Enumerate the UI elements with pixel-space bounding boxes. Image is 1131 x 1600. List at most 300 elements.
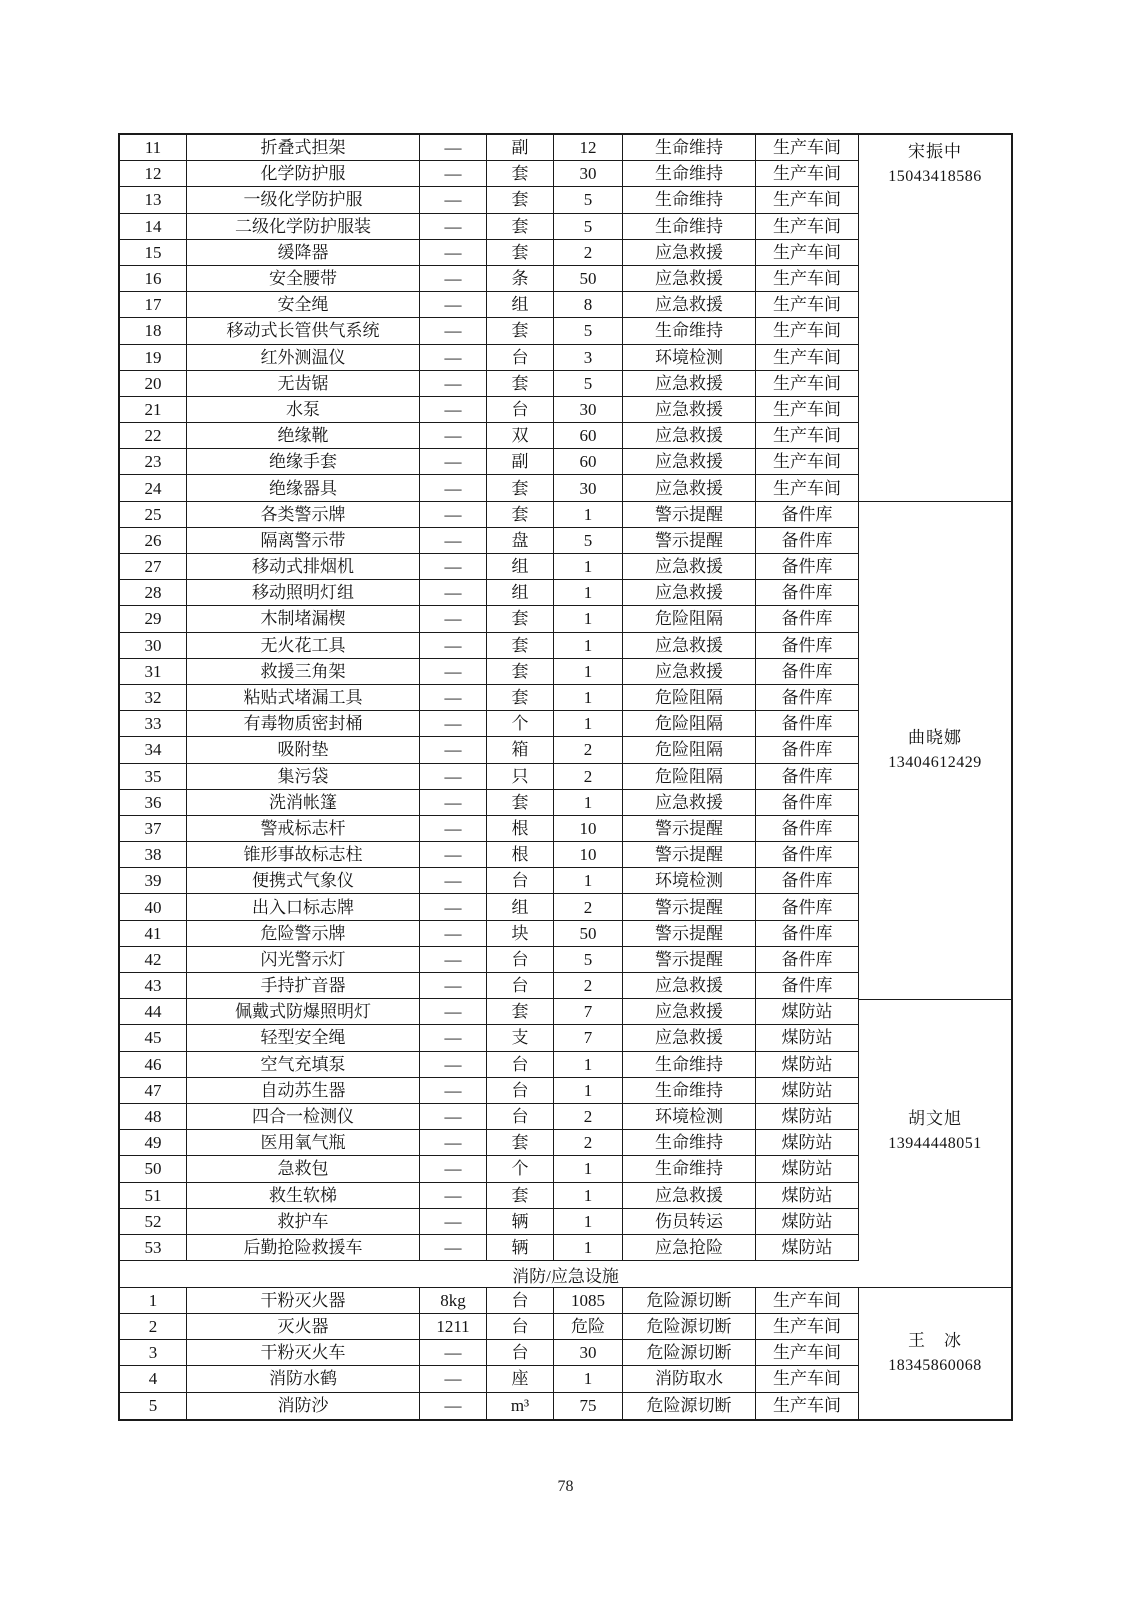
section1-rows <box>120 135 859 1262</box>
table-row <box>120 240 859 266</box>
contact-block-workshop <box>859 135 1011 502</box>
cell-spec: — <box>420 947 487 972</box>
cell-item-name: 自动苏生器 <box>187 1078 420 1103</box>
cell-quantity: 1 <box>554 790 623 815</box>
cell-serial-number: 18 <box>120 318 187 343</box>
table-row <box>120 475 859 501</box>
cell-serial-number: 15 <box>120 240 187 265</box>
cell-unit: 盘 <box>487 528 554 553</box>
contact-name: 王 冰 <box>908 1331 962 1351</box>
cell-quantity: 1 <box>554 1183 623 1208</box>
cell-item-name: 安全绳 <box>187 292 420 317</box>
cell-serial-number: 13 <box>120 187 187 212</box>
cell-quantity: 危险 <box>554 1314 623 1339</box>
cell-quantity: 8 <box>554 292 623 317</box>
cell-purpose: 警示提醒 <box>623 947 756 972</box>
cell-spec: 8kg <box>420 1288 487 1313</box>
cell-quantity: 1 <box>554 606 623 631</box>
cell-unit: 台 <box>487 947 554 972</box>
cell-purpose: 警示提醒 <box>623 528 756 553</box>
cell-serial-number: 29 <box>120 606 187 631</box>
cell-unit: 台 <box>487 1078 554 1103</box>
cell-item-name: 危险警示牌 <box>187 921 420 946</box>
cell-spec: — <box>420 580 487 605</box>
cell-storage-location: 生产车间 <box>756 214 859 239</box>
table-row <box>120 345 859 371</box>
cell-item-name: 警戒标志杆 <box>187 816 420 841</box>
cell-purpose: 应急救援 <box>623 475 756 500</box>
table-row <box>120 423 859 449</box>
cell-quantity: 5 <box>554 371 623 396</box>
cell-purpose: 应急救援 <box>623 266 756 291</box>
cell-quantity: 60 <box>554 449 623 474</box>
cell-item-name: 空气充填泵 <box>187 1052 420 1077</box>
contact-phone: 13404612429 <box>888 754 982 772</box>
cell-unit: 块 <box>487 921 554 946</box>
page-number: 78 <box>557 1478 574 1495</box>
cell-purpose: 生命维持 <box>623 187 756 212</box>
table-row <box>120 292 859 318</box>
cell-quantity: 7 <box>554 999 623 1024</box>
cell-unit: 台 <box>487 345 554 370</box>
cell-item-name: 二级化学防护服装 <box>187 214 420 239</box>
cell-purpose: 危险阻隔 <box>623 606 756 631</box>
cell-storage-location: 生产车间 <box>756 292 859 317</box>
cell-serial-number: 43 <box>120 973 187 998</box>
cell-item-name: 红外测温仪 <box>187 345 420 370</box>
cell-quantity: 3 <box>554 345 623 370</box>
cell-quantity: 30 <box>554 475 623 500</box>
cell-quantity: 5 <box>554 187 623 212</box>
cell-storage-location: 生产车间 <box>756 318 859 343</box>
cell-quantity: 2 <box>554 764 623 789</box>
cell-unit: 台 <box>487 397 554 422</box>
cell-item-name: 粘贴式堵漏工具 <box>187 685 420 710</box>
cell-item-name: 救生软梯 <box>187 1183 420 1208</box>
cell-serial-number: 49 <box>120 1130 187 1155</box>
cell-quantity: 1 <box>554 685 623 710</box>
cell-item-name: 缓降器 <box>187 240 420 265</box>
cell-serial-number: 27 <box>120 554 187 579</box>
cell-serial-number: 12 <box>120 161 187 186</box>
cell-purpose: 生命维持 <box>623 214 756 239</box>
cell-storage-location: 备件库 <box>756 606 859 631</box>
cell-item-name: 安全腰带 <box>187 266 420 291</box>
cell-serial-number: 46 <box>120 1052 187 1077</box>
table-row <box>120 214 859 240</box>
cell-purpose: 生命维持 <box>623 135 756 160</box>
cell-item-name: 移动式长管供气系统 <box>187 318 420 343</box>
cell-storage-location: 备件库 <box>756 973 859 998</box>
cell-serial-number: 16 <box>120 266 187 291</box>
cell-item-name: 无齿锯 <box>187 371 420 396</box>
cell-unit: 套 <box>487 475 554 500</box>
cell-unit: 组 <box>487 554 554 579</box>
table-row <box>120 1025 859 1051</box>
cell-spec: — <box>420 554 487 579</box>
table-row <box>120 1104 859 1130</box>
cell-storage-location: 生产车间 <box>756 161 859 186</box>
cell-serial-number: 5 <box>120 1393 187 1419</box>
table-row <box>120 816 859 842</box>
cell-unit: m³ <box>487 1393 554 1419</box>
cell-purpose: 警示提醒 <box>623 502 756 527</box>
cell-quantity: 50 <box>554 266 623 291</box>
cell-purpose: 应急救援 <box>623 790 756 815</box>
cell-storage-location: 备件库 <box>756 737 859 762</box>
cell-quantity: 2 <box>554 973 623 998</box>
table-row <box>120 1052 859 1078</box>
contact-phone: 13944448051 <box>888 1134 982 1152</box>
cell-purpose: 应急救援 <box>623 292 756 317</box>
cell-spec: — <box>420 475 487 500</box>
cell-item-name: 木制堵漏楔 <box>187 606 420 631</box>
cell-purpose: 应急救援 <box>623 633 756 658</box>
cell-quantity: 10 <box>554 842 623 867</box>
cell-item-name: 折叠式担架 <box>187 135 420 160</box>
cell-purpose: 警示提醒 <box>623 842 756 867</box>
cell-purpose: 危险源切断 <box>623 1288 756 1313</box>
contact-block-spare-parts <box>859 502 1011 1000</box>
cell-storage-location: 备件库 <box>756 816 859 841</box>
table-row <box>120 685 859 711</box>
emergency-equipment-table <box>118 133 1013 1421</box>
cell-unit: 台 <box>487 1052 554 1077</box>
cell-item-name: 绝缘器具 <box>187 475 420 500</box>
cell-purpose: 危险阻隔 <box>623 685 756 710</box>
table-row <box>120 371 859 397</box>
cell-spec: — <box>420 685 487 710</box>
cell-serial-number: 53 <box>120 1235 187 1260</box>
cell-item-name: 消防沙 <box>187 1393 420 1419</box>
table-row <box>120 659 859 685</box>
cell-quantity: 1 <box>554 502 623 527</box>
cell-spec: — <box>420 318 487 343</box>
cell-storage-location: 生产车间 <box>756 187 859 212</box>
cell-unit: 条 <box>487 266 554 291</box>
cell-storage-location: 备件库 <box>756 947 859 972</box>
cell-purpose: 应急救援 <box>623 580 756 605</box>
cell-storage-location: 生产车间 <box>756 240 859 265</box>
cell-purpose: 生命维持 <box>623 1130 756 1155</box>
cell-spec: — <box>420 292 487 317</box>
cell-item-name: 隔离警示带 <box>187 528 420 553</box>
cell-item-name: 四合一检测仪 <box>187 1104 420 1129</box>
cell-storage-location: 煤防站 <box>756 1104 859 1129</box>
cell-unit: 套 <box>487 214 554 239</box>
cell-item-name: 便携式气象仪 <box>187 868 420 893</box>
cell-storage-location: 备件库 <box>756 790 859 815</box>
cell-unit: 组 <box>487 894 554 919</box>
cell-unit: 台 <box>487 868 554 893</box>
cell-storage-location: 煤防站 <box>756 1052 859 1077</box>
cell-serial-number: 45 <box>120 1025 187 1050</box>
cell-item-name: 洗消帐篷 <box>187 790 420 815</box>
cell-storage-location: 煤防站 <box>756 1183 859 1208</box>
cell-serial-number: 47 <box>120 1078 187 1103</box>
cell-unit: 台 <box>487 1314 554 1339</box>
cell-quantity: 2 <box>554 240 623 265</box>
cell-purpose: 生命维持 <box>623 1052 756 1077</box>
cell-spec: — <box>420 240 487 265</box>
cell-unit: 个 <box>487 1156 554 1181</box>
cell-storage-location: 备件库 <box>756 659 859 684</box>
cell-spec: — <box>420 973 487 998</box>
cell-quantity: 30 <box>554 161 623 186</box>
table-row <box>120 737 859 763</box>
cell-spec: — <box>420 345 487 370</box>
cell-purpose: 应急抢险 <box>623 1235 756 1260</box>
cell-unit: 套 <box>487 685 554 710</box>
cell-spec: — <box>420 1130 487 1155</box>
cell-item-name: 移动照明灯组 <box>187 580 420 605</box>
cell-quantity: 1 <box>554 1366 623 1391</box>
cell-unit: 座 <box>487 1366 554 1391</box>
table-row <box>120 1130 859 1156</box>
cell-storage-location: 生产车间 <box>756 1314 859 1339</box>
cell-purpose: 危险源切断 <box>623 1314 756 1339</box>
cell-serial-number: 32 <box>120 685 187 710</box>
cell-purpose: 应急救援 <box>623 554 756 579</box>
cell-item-name: 干粉灭火车 <box>187 1340 420 1365</box>
table-row <box>120 1209 859 1235</box>
cell-unit: 辆 <box>487 1235 554 1260</box>
cell-serial-number: 23 <box>120 449 187 474</box>
cell-spec: — <box>420 633 487 658</box>
cell-serial-number: 33 <box>120 711 187 736</box>
table-row <box>120 266 859 292</box>
cell-quantity: 7 <box>554 1025 623 1050</box>
cell-serial-number: 20 <box>120 371 187 396</box>
cell-storage-location: 备件库 <box>756 868 859 893</box>
cell-quantity: 50 <box>554 921 623 946</box>
cell-unit: 套 <box>487 240 554 265</box>
cell-storage-location: 煤防站 <box>756 1025 859 1050</box>
cell-spec: — <box>420 1104 487 1129</box>
cell-serial-number: 36 <box>120 790 187 815</box>
cell-spec: — <box>420 135 487 160</box>
cell-quantity: 1 <box>554 1156 623 1181</box>
cell-storage-location: 生产车间 <box>756 135 859 160</box>
cell-spec: — <box>420 737 487 762</box>
cell-serial-number: 19 <box>120 345 187 370</box>
cell-purpose: 应急救援 <box>623 449 756 474</box>
contact-phone: 18345860068 <box>888 1357 982 1375</box>
cell-purpose: 应急救援 <box>623 371 756 396</box>
cell-spec: — <box>420 449 487 474</box>
cell-storage-location: 备件库 <box>756 685 859 710</box>
cell-serial-number: 30 <box>120 633 187 658</box>
cell-serial-number: 2 <box>120 1314 187 1339</box>
table-row <box>120 1366 859 1392</box>
cell-unit: 根 <box>487 816 554 841</box>
cell-unit: 双 <box>487 423 554 448</box>
table-row <box>120 135 859 161</box>
cell-serial-number: 24 <box>120 475 187 500</box>
contact-name: 胡文旭 <box>908 1108 962 1128</box>
cell-quantity: 1 <box>554 633 623 658</box>
cell-serial-number: 1 <box>120 1288 187 1313</box>
cell-serial-number: 38 <box>120 842 187 867</box>
table-row <box>120 790 859 816</box>
cell-unit: 套 <box>487 1183 554 1208</box>
cell-spec: — <box>420 659 487 684</box>
table-row <box>120 868 859 894</box>
cell-spec: — <box>420 502 487 527</box>
cell-spec: — <box>420 764 487 789</box>
cell-quantity: 1 <box>554 1078 623 1103</box>
cell-item-name: 移动式排烟机 <box>187 554 420 579</box>
cell-unit: 套 <box>487 790 554 815</box>
cell-quantity: 5 <box>554 318 623 343</box>
cell-serial-number: 44 <box>120 999 187 1024</box>
cell-spec: — <box>420 528 487 553</box>
cell-storage-location: 备件库 <box>756 894 859 919</box>
cell-spec: 1211 <box>420 1314 487 1339</box>
table-row <box>120 633 859 659</box>
contact-name: 宋振中 <box>908 142 962 161</box>
table-row <box>120 502 859 528</box>
cell-spec: — <box>420 921 487 946</box>
cell-storage-location: 生产车间 <box>756 397 859 422</box>
table-row <box>120 842 859 868</box>
cell-item-name: 急救包 <box>187 1156 420 1181</box>
table-row <box>120 711 859 737</box>
cell-unit: 套 <box>487 371 554 396</box>
cell-storage-location: 生产车间 <box>756 266 859 291</box>
cell-unit: 台 <box>487 1340 554 1365</box>
cell-unit: 组 <box>487 292 554 317</box>
table-row <box>120 449 859 475</box>
cell-spec: — <box>420 606 487 631</box>
table-row <box>120 1078 859 1104</box>
cell-item-name: 救护车 <box>187 1209 420 1234</box>
cell-serial-number: 26 <box>120 528 187 553</box>
cell-item-name: 无火花工具 <box>187 633 420 658</box>
cell-spec: — <box>420 161 487 186</box>
cell-unit: 辆 <box>487 1209 554 1234</box>
cell-quantity: 1 <box>554 1235 623 1260</box>
contact-phone: 15043418586 <box>888 168 982 185</box>
cell-spec: — <box>420 999 487 1024</box>
cell-serial-number: 28 <box>120 580 187 605</box>
cell-spec: — <box>420 1025 487 1050</box>
cell-item-name: 水泵 <box>187 397 420 422</box>
cell-quantity: 2 <box>554 894 623 919</box>
cell-unit: 套 <box>487 502 554 527</box>
cell-storage-location: 备件库 <box>756 711 859 736</box>
cell-purpose: 应急救援 <box>623 1025 756 1050</box>
cell-item-name: 一级化学防护服 <box>187 187 420 212</box>
cell-unit: 根 <box>487 842 554 867</box>
cell-spec: — <box>420 894 487 919</box>
cell-storage-location: 生产车间 <box>756 1288 859 1313</box>
cell-purpose: 环境检测 <box>623 345 756 370</box>
table-row <box>120 764 859 790</box>
cell-purpose: 危险阻隔 <box>623 711 756 736</box>
cell-quantity: 30 <box>554 1340 623 1365</box>
cell-unit: 台 <box>487 1288 554 1313</box>
cell-item-name: 化学防护服 <box>187 161 420 186</box>
cell-serial-number: 21 <box>120 397 187 422</box>
cell-item-name: 消防水鹤 <box>187 1366 420 1391</box>
cell-unit: 个 <box>487 711 554 736</box>
cell-storage-location: 备件库 <box>756 764 859 789</box>
cell-unit: 台 <box>487 973 554 998</box>
cell-unit: 副 <box>487 449 554 474</box>
cell-storage-location: 煤防站 <box>756 1235 859 1260</box>
cell-unit: 箱 <box>487 737 554 762</box>
cell-quantity: 2 <box>554 1130 623 1155</box>
cell-storage-location: 备件库 <box>756 921 859 946</box>
table-row <box>120 1235 859 1261</box>
cell-purpose: 生命维持 <box>623 161 756 186</box>
cell-spec: — <box>420 1078 487 1103</box>
cell-spec: — <box>420 842 487 867</box>
cell-storage-location: 生产车间 <box>756 449 859 474</box>
table-row <box>120 973 859 999</box>
cell-serial-number: 50 <box>120 1156 187 1181</box>
cell-serial-number: 34 <box>120 737 187 762</box>
cell-unit: 套 <box>487 999 554 1024</box>
cell-purpose: 应急救援 <box>623 397 756 422</box>
cell-storage-location: 备件库 <box>756 633 859 658</box>
cell-item-name: 闪光警示灯 <box>187 947 420 972</box>
cell-spec: — <box>420 397 487 422</box>
cell-quantity: 1 <box>554 1209 623 1234</box>
cell-unit: 套 <box>487 161 554 186</box>
cell-purpose: 警示提醒 <box>623 894 756 919</box>
cell-quantity: 5 <box>554 528 623 553</box>
cell-unit: 套 <box>487 606 554 631</box>
cell-spec: — <box>420 1209 487 1234</box>
cell-purpose: 应急救援 <box>623 240 756 265</box>
table-section-2 <box>120 1288 1011 1419</box>
cell-serial-number: 3 <box>120 1340 187 1365</box>
cell-spec: — <box>420 1393 487 1419</box>
cell-item-name: 佩戴式防爆照明灯 <box>187 999 420 1024</box>
table-row <box>120 528 859 554</box>
cell-quantity: 2 <box>554 737 623 762</box>
cell-serial-number: 42 <box>120 947 187 972</box>
cell-storage-location: 备件库 <box>756 554 859 579</box>
cell-serial-number: 22 <box>120 423 187 448</box>
cell-storage-location: 煤防站 <box>756 999 859 1024</box>
cell-item-name: 绝缘靴 <box>187 423 420 448</box>
cell-item-name: 灭火器 <box>187 1314 420 1339</box>
cell-spec: — <box>420 371 487 396</box>
cell-spec: — <box>420 214 487 239</box>
cell-spec: — <box>420 711 487 736</box>
cell-spec: — <box>420 816 487 841</box>
cell-purpose: 应急救援 <box>623 973 756 998</box>
cell-purpose: 应急救援 <box>623 999 756 1024</box>
cell-unit: 套 <box>487 318 554 343</box>
cell-purpose: 生命维持 <box>623 1156 756 1181</box>
cell-item-name: 出入口标志牌 <box>187 894 420 919</box>
contact-block-mine-rescue <box>859 1000 1011 1262</box>
cell-purpose: 消防取水 <box>623 1366 756 1391</box>
table-row <box>120 1340 859 1366</box>
contact-column-2 <box>859 1288 1011 1419</box>
cell-item-name: 各类警示牌 <box>187 502 420 527</box>
cell-item-name: 绝缘手套 <box>187 449 420 474</box>
cell-serial-number: 4 <box>120 1366 187 1391</box>
table-row <box>120 161 859 187</box>
cell-storage-location: 煤防站 <box>756 1078 859 1103</box>
cell-purpose: 警示提醒 <box>623 921 756 946</box>
cell-storage-location: 煤防站 <box>756 1130 859 1155</box>
